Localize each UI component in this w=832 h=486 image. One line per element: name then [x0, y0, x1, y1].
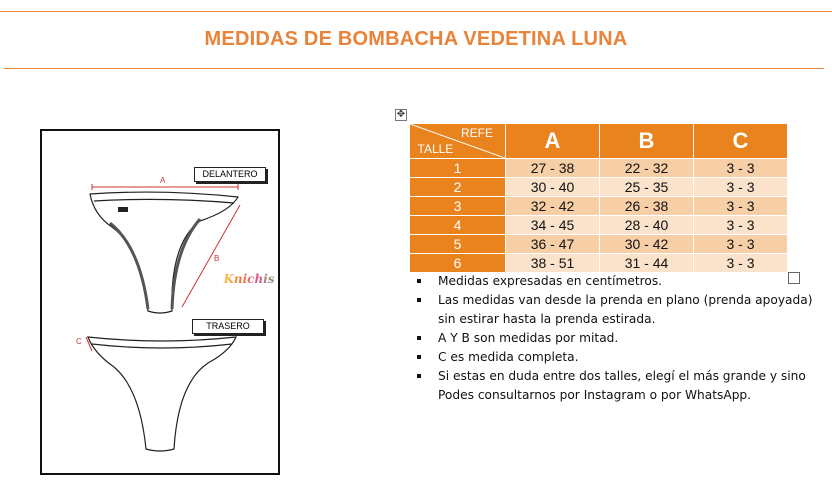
front-label: DELANTERO — [194, 167, 266, 182]
brand-logo: Knichis — [222, 267, 276, 291]
corner-refe-label: REFE — [460, 126, 493, 140]
page-title: MEDIDAS DE BOMBACHA VEDETINA LUNA — [204, 28, 628, 50]
talle-cell: 3 — [410, 197, 506, 216]
column-header-c: C — [694, 124, 788, 159]
cell-b: 30 - 42 — [600, 235, 694, 254]
cell-b: 25 - 35 — [600, 178, 694, 197]
note-item: Medidas expresadas en centímetros. — [415, 272, 815, 291]
cell-a: 27 - 38 — [506, 159, 600, 178]
note-item: Las medidas van desde la prenda en plano (prenda apoyada) sin estirar hasta la prenda estirada. — [415, 291, 815, 329]
cell-a: 30 - 40 — [506, 178, 600, 197]
size-table — [409, 124, 788, 273]
cell-b: 26 - 38 — [600, 197, 694, 216]
cell-c: 3 - 3 — [694, 159, 788, 178]
garment-drawing — [42, 131, 278, 473]
cell-b: 22 - 32 — [600, 159, 694, 178]
note-item: A Y B son medidas por mitad. — [415, 329, 815, 348]
column-header-b: B — [600, 124, 694, 159]
table-row — [410, 254, 788, 273]
talle-cell: 5 — [410, 235, 506, 254]
talle-cell: 1 — [410, 159, 506, 178]
cell-a: 38 - 51 — [506, 254, 600, 273]
front-tag-icon — [118, 207, 128, 212]
table-row — [410, 235, 788, 254]
cell-a: 36 - 47 — [506, 235, 600, 254]
measure-b-label: B — [214, 254, 220, 263]
cell-a: 34 - 45 — [506, 216, 600, 235]
top-rule — [0, 11, 832, 12]
table-row — [410, 216, 788, 235]
cell-c: 3 - 3 — [694, 178, 788, 197]
table-move-handle-icon[interactable]: ✥ — [396, 109, 406, 120]
measure-a-label: A — [160, 176, 166, 185]
talle-cell: 6 — [410, 254, 506, 273]
front-piece — [90, 192, 238, 313]
talle-cell: 2 — [410, 178, 506, 197]
table-row — [410, 197, 788, 216]
cell-c: 3 - 3 — [694, 216, 788, 235]
column-header-a: A — [506, 124, 600, 159]
cell-b: 28 - 40 — [600, 216, 694, 235]
checkbox[interactable] — [788, 272, 800, 284]
note-item: Si estas en duda entre dos talles, elegí el más grande y sino Podes consultarnos por Instagram o por WhatsApp. — [415, 367, 815, 405]
table-row — [410, 159, 788, 178]
table-header-row — [410, 124, 788, 159]
cell-a: 32 - 42 — [506, 197, 600, 216]
cell-c: 3 - 3 — [694, 197, 788, 216]
cell-c: 3 - 3 — [694, 254, 788, 273]
back-label: TRASERO — [192, 319, 264, 334]
corner-talle-label: TALLE — [417, 142, 454, 156]
cell-c: 3 - 3 — [694, 235, 788, 254]
back-piece — [88, 337, 236, 451]
cell-b: 31 - 44 — [600, 254, 694, 273]
note-item: C es medida completa. — [415, 348, 815, 367]
measure-c-label: C — [76, 337, 82, 346]
garment-diagram — [40, 129, 280, 475]
title-underline — [4, 68, 824, 69]
table-corner-cell — [410, 124, 506, 159]
talle-cell: 4 — [410, 216, 506, 235]
measurement-notes — [415, 272, 815, 405]
table-row — [410, 178, 788, 197]
